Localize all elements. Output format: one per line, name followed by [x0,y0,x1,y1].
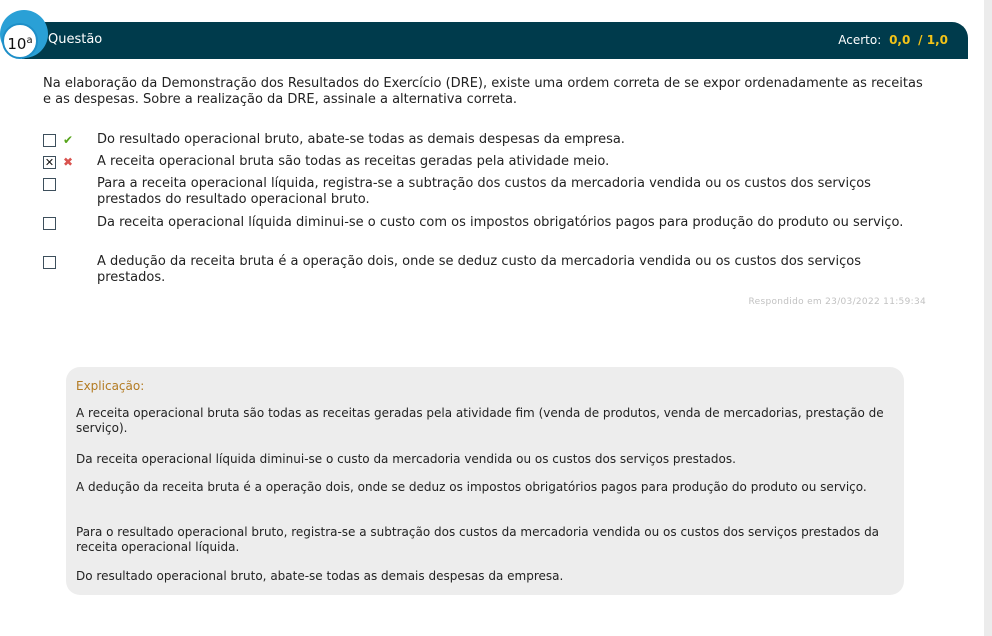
option-checkbox[interactable] [43,134,56,147]
option-checkbox[interactable] [43,217,56,230]
option-5[interactable] [43,254,933,288]
explanation-paragraph: A receita operacional bruta são todas as receitas geradas pela atividade fim (venda de produtos, venda de mercadorias, prestação de serviço). [76,406,884,435]
question-number: 10 [7,35,27,53]
option-text: A receita operacional bruta são todas as receitas geradas pela atividade meio. [97,154,610,169]
explanation-paragraph: Da receita operacional líquida diminui-se o custo da mercadoria vendida ou os custos dos serviços prestados. [76,452,736,466]
scrollbar-track[interactable] [984,0,992,636]
explanation-paragraph: Do resultado operacional bruto, abate-se todas as demais despesas da empresa. [76,569,564,583]
option-text: Do resultado operacional bruto, abate-se todas as demais despesas da empresa. [97,132,625,147]
score-total: / 1,0 [918,33,948,47]
x-icon: ✖ [63,155,74,169]
score [838,33,948,47]
option-4[interactable] [43,215,933,249]
explanation-paragraph: A dedução da receita bruta é a operação dois, onde se deduz os impostos obrigatórios pagos para produção do produto ou serviço. [76,480,867,494]
option-text: A dedução da receita bruta é a operação dois, onde se deduz custo da mercadoria vendida ou os custos dos serviços prestados. [97,254,861,285]
answered-timestamp: Respondido em 23/03/2022 11:59:34 [748,297,926,307]
question-number-suffix: a [26,35,33,46]
question-number-badge [2,23,38,59]
option-text: Da receita operacional líquida diminui-se o custo com os impostos obrigatórios pagos para produção do produto ou serviço. [97,215,904,230]
question-text: Na elaboração da Demonstração dos Resultados do Exercício (DRE), existe uma ordem correta de se expor ordenadamente as receitas e as despesas. Sobre a realização da DRE, assinale a alternativa correta. [43,76,923,107]
option-checkbox[interactable] [43,178,56,191]
question-header [22,22,968,59]
explanation-title: Explicação: [76,379,145,393]
option-checkbox-checked[interactable]: ✕ [44,156,55,169]
explanation-box [66,367,904,595]
question-title: Questão [48,32,103,47]
score-value: 0,0 [889,33,911,47]
option-3[interactable] [43,176,933,210]
score-label: Acerto: [838,33,882,47]
check-icon: ✔ [63,133,74,147]
explanation-paragraph: Para o resultado operacional bruto, registra-se a subtração dos custos da mercadoria vendida ou os custos dos serviços prestados da receita operacional líquida. [76,525,880,554]
option-checkbox[interactable] [43,256,56,269]
option-text: Para a receita operacional líquida, registra-se a subtração dos custos da mercadoria vendida ou os custos dos serviços prestados do resultado operacional bruto. [97,176,871,207]
